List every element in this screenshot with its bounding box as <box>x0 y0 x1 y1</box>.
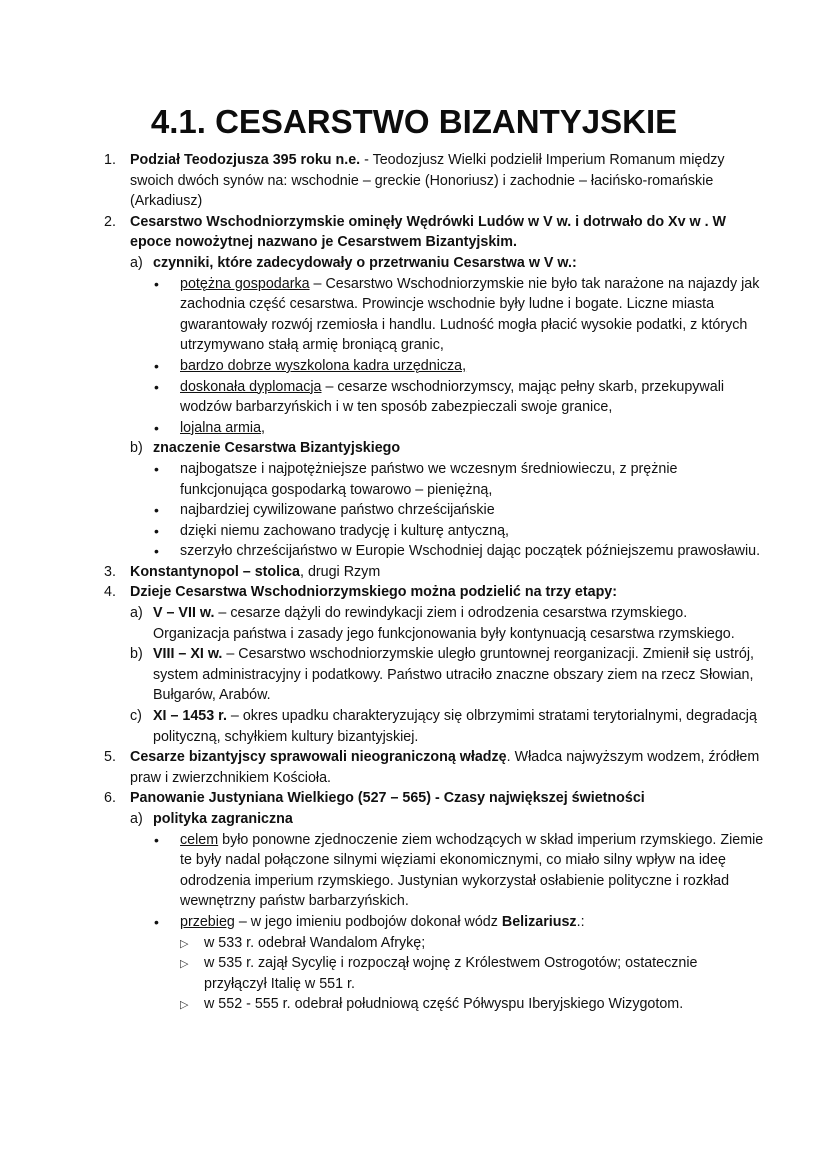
item-heading: Konstantynopol – stolica <box>130 563 300 580</box>
sub-item-4a <box>104 603 764 644</box>
bullet-icon: • <box>154 522 159 539</box>
bullet-item <box>104 274 764 356</box>
list-item-3 <box>104 562 764 583</box>
bullet-text: – w jego imieniu podbojów dokonał wódz <box>234 913 502 930</box>
bullet-icon: • <box>154 502 159 519</box>
bullet-text: – Cesarstwo Wschodniorzymskie nie było tak narażone na najazdy jak zachodnia część cesarstwa. Prowincje wschodnie były ludne i bogate. Liczne miasta gwarantowały rozwój rzemiosła i handlu. Ludność mogła płacić wysokie podatki, z których utrzymywano stałą armię broniącą granic, <box>180 275 760 354</box>
sub-heading: polityka zagraniczna <box>153 811 293 827</box>
document-body <box>104 150 764 1015</box>
item-heading: Cesarze bizantyjscy sprawowali nieograniczoną władzę <box>130 749 507 766</box>
bullet-item <box>104 356 764 377</box>
list-marker: 4. <box>104 584 116 601</box>
bullet-icon: • <box>154 913 159 930</box>
subbullet-text: w 552 - 555 r. odebrał południową część Półwyspu Iberyjskiego Wizygotom. <box>204 996 684 1013</box>
list-marker: a) <box>130 254 143 271</box>
bullet-item <box>104 500 764 521</box>
sub-item-4b <box>104 644 764 706</box>
list-marker: 1. <box>104 152 116 168</box>
underlined-term: potężna gospodarka <box>180 275 310 292</box>
triangle-bullet-icon: ▷ <box>180 958 189 971</box>
page-title: 4.1. CESARSTWO BIZANTYJSKIE <box>150 103 678 140</box>
list-marker: a) <box>130 605 143 622</box>
item-heading: Cesarstwo Wschodniorzymskie ominęły Wędrówki Ludów w V w. i dotrwało do Xv w . W epoce nowożytnej nazwano je Cesarstwem Bizantyjskim. <box>130 213 727 251</box>
sub-text: – okres upadku charakteryzujący się olbrzymimi stratami terytorialnymi, degradacją polityczną, schyłkiem kultury bizantyjskiej. <box>153 708 757 745</box>
list-item-5 <box>104 747 764 788</box>
list-marker: b) <box>130 440 143 457</box>
bullet-icon: • <box>154 275 159 292</box>
bullet-icon: • <box>154 543 159 560</box>
list-marker: 6. <box>104 790 116 807</box>
list-marker: b) <box>130 646 143 663</box>
bullet-item <box>104 541 764 562</box>
subbullet-text: w 533 r. odebrał Wandalom Afrykę; <box>204 934 426 951</box>
subbullet-item <box>104 953 764 994</box>
underlined-term: bardzo dobrze wyszkolona kadra urzędnicza, <box>180 357 467 374</box>
list-item-6 <box>104 788 764 809</box>
bullet-item <box>104 830 764 912</box>
bullet-icon: • <box>154 378 159 395</box>
list-marker: a) <box>130 811 143 827</box>
sub-text: – cesarze dążyli do rewindykacji ziem i odrodzenia cesarstwa rzymskiego. Organizacja państwa i zasady jego funkcjonowania były kontynuacją cesarstwa rzymskiego. <box>153 605 735 642</box>
sub-heading: znaczenie Cesarstwa Bizantyjskiego <box>153 440 401 457</box>
list-item-1 <box>104 150 764 212</box>
sub-item-2b <box>104 438 764 459</box>
underlined-term: przebieg <box>180 913 235 930</box>
sub-heading: VIII – XI w. <box>153 646 223 663</box>
bullet-text: – cesarze wschodniorzymscy, mając pełny skarb, przekupywali wodzów barbarzyńskich i w ten sposób zabezpieczali swoje granice, <box>180 378 725 416</box>
sub-text: – Cesarstwo wschodniorzymskie uległo gruntownej reorganizacji. Zmienił się ustrój, system administracyjny i podatkowy. Państwo utraciło znaczne obszary ziem na rzecz Słowian, Bułgarów, Arabów. <box>153 646 754 704</box>
triangle-bullet-icon: ▷ <box>180 937 189 950</box>
list-marker: 5. <box>104 749 116 766</box>
bullet-icon: • <box>154 831 159 848</box>
underlined-term: celem <box>180 831 219 848</box>
item-text: . Władca najwyższym wodzem, źródłem praw i zwierzchnikiem Kościoła. <box>130 749 760 786</box>
bullet-item <box>104 912 764 933</box>
sub-item-6a <box>104 809 764 830</box>
list-marker: 3. <box>104 563 116 580</box>
sub-heading: XI – 1453 r. <box>153 708 227 725</box>
item-heading: Podział Teodozjusza 395 roku n.e. <box>130 152 361 168</box>
underlined-term: doskonała dyplomacja <box>180 378 322 395</box>
bullet-text: dzięki niemu zachowano tradycję i kulturę antyczną, <box>180 522 509 539</box>
item-text: - Teodozjusz Wielki podzielił Imperium Romanum między swoich dwóch synów na: wschodnie – greckie (Honoriusz) i zachodnie – łacińsko-romańskie (Arkadiusz) <box>130 152 725 210</box>
sub-heading: V – VII w. <box>153 605 215 622</box>
bullet-item <box>104 377 764 418</box>
underlined-term: lojalna armia, <box>180 419 266 436</box>
bold-name: Belizariusz <box>501 913 577 930</box>
bullet-text: szerzyło chrześcijaństwo w Europie Wschodniej dając początek późniejszemu prawosławiu. <box>180 543 761 560</box>
bullet-item <box>104 418 764 439</box>
item-heading: Panowanie Justyniana Wielkiego (527 – 565) - Czasy największej świetności <box>130 790 645 807</box>
bullet-icon: • <box>154 460 159 477</box>
bullet-icon: • <box>154 419 159 436</box>
bullet-text: najbardziej cywilizowane państwo chrześcijańskie <box>180 502 495 519</box>
subbullet-text: w 535 r. zajął Sycylię i rozpoczął wojnę z Królestwem Ostrogotów; ostatecznie przyłączył Italię w 551 r. <box>204 955 698 992</box>
sub-heading: czynniki, które zadecydowały o przetrwaniu Cesarstwa w V w.: <box>153 254 577 271</box>
list-item-2 <box>104 212 764 253</box>
bullet-item <box>104 459 764 500</box>
bullet-text: najbogatsze i najpotężniejsze państwo we wczesnym średniowieczu, z prężnie funkcjonująca gospodarką towarowo – pieniężną, <box>180 460 678 498</box>
item-heading: Dzieje Cesarstwa Wschodniorzymskiego można podzielić na trzy etapy: <box>130 584 618 601</box>
bullet-text: było ponowne zjednoczenie ziem wchodzących w skład imperium rzymskiego. Ziemie te były nadal połączone silnymi więziami ekonomicznymi, co miało silny wpływ na ideę odrodzenia imperium rzymskiego. Justynian wykorzystał osłabienie polityczne i rozkład wewnętrzny państw barbarzyńskich. <box>180 831 764 910</box>
list-item-4 <box>104 582 764 603</box>
bullet-icon: • <box>154 357 159 374</box>
triangle-bullet-icon: ▷ <box>180 999 189 1012</box>
list-marker: c) <box>130 708 142 725</box>
sub-item-2a <box>104 253 764 274</box>
item-text: , drugi Rzym <box>300 563 381 580</box>
bullet-item <box>104 521 764 542</box>
list-marker: 2. <box>104 213 116 230</box>
subbullet-item <box>104 994 764 1015</box>
subbullet-item <box>104 933 764 954</box>
bullet-tail: .: <box>576 913 585 930</box>
sub-item-4c <box>104 706 764 747</box>
